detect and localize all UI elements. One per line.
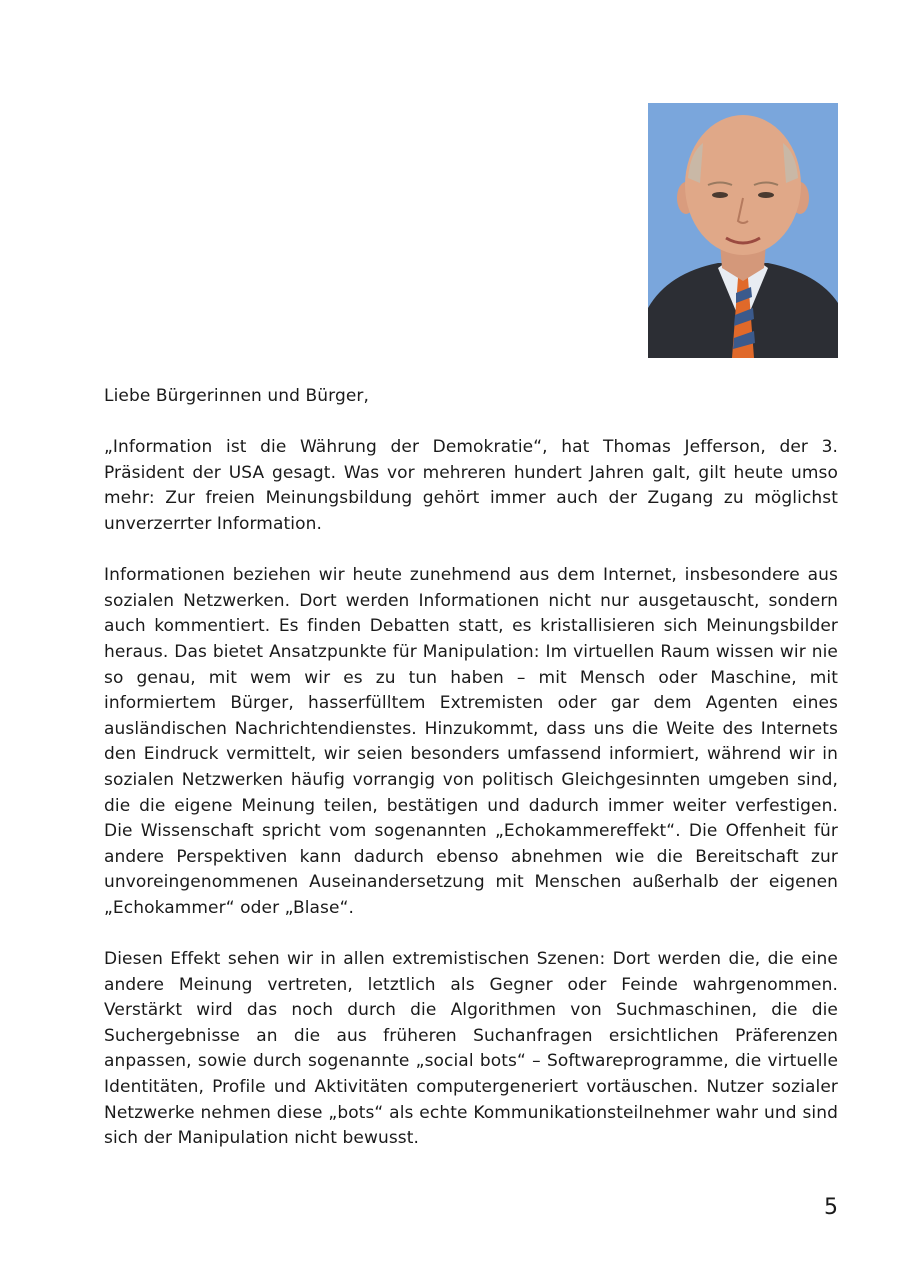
letter-body (104, 384, 838, 1177)
paragraph-jefferson-quote: „Information ist die Währung der Demokratie“, hat Thomas Jefferson, der 3. Präsident der USA gesagt. Was vor mehreren hundert Jahren galt, gilt heute umso mehr: Zur freien Meinungsbildung gehört immer auch der Zugang zu möglichst unverzerrter Information. (104, 437, 838, 534)
paragraph-social-networks: Informationen beziehen wir heute zunehmend aus dem Internet, insbesondere aus sozialen Netzwerken. Dort werden Informationen nicht nur ausgetauscht, sondern auch kommentiert. Es finden Debatten statt, es kristallisieren sich Meinungsbilder heraus. Das bietet Ansatzpunkte für Manipulation: Im virtuellen Raum wissen wir nie so genau, mit wem wir es zu tun haben – mit Mensch oder Maschine, mit informiertem Bürger, hasserfülltem Extremisten oder gar dem Agenten eines ausländischen Nachrichtendienstes. Hinzukommt, dass uns die Weite des Internets den Eindruck vermittelt, wir seien besonders umfassend informiert, während wir in sozialen Netzwerken häufig vorrangig von politisch Gleichgesinnten umgeben sind, die die eigene Meinung teilen, bestätigen und dadurch immer weiter verfestigen. Die Wissenschaft spricht vom sogenannten „Echokammereffekt“. Die Offenheit für andere Perspektiven kann dadurch ebenso abnehmen wie die Bereitschaft zur unvoreingenommenen Auseinandersetzung mit Menschen außerhalb der eigenen „Echokammer“ oder „Blase“. (104, 565, 838, 918)
paragraph-extremist-scenes: Diesen Effekt sehen wir in allen extremistischen Szenen: Dort werden die, die eine andere Meinung vertreten, letztlich als Gegner oder Feinde wahrgenommen. Verstärkt wird das noch durch die Algorithmen von Suchmaschinen, die die Suchergebnisse an die aus früheren Suchanfragen ersichtlichen Präferenzen anpassen, sowie durch sogenannte „social bots“ – Softwareprogramme, die virtuelle Identitäten, Profile und Aktivitäten computergeneriert vortäuschen. Nutzer sozialer Netzwerke nehmen diese „bots“ als echte Kommunikationsteilnehmer wahr und sind sich der Manipulation nicht bewusst. (104, 949, 838, 1149)
author-portrait-photo (648, 103, 838, 358)
salutation: Liebe Bürgerinnen und Bürger, (104, 386, 369, 406)
page-number: 5 (824, 1195, 838, 1220)
